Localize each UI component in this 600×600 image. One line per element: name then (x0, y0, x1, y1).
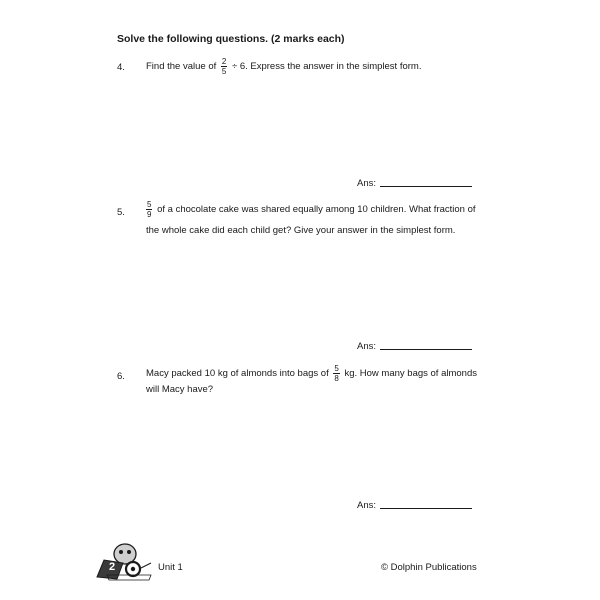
question-6-post: kg. How many bags of almonds (344, 368, 477, 380)
question-6-answer-line[interactable] (380, 508, 472, 509)
fraction-numerator: 5 (334, 364, 339, 373)
fraction-denominator: 9 (147, 210, 152, 219)
question-5-answer-label: Ans: (357, 341, 377, 352)
fraction-numerator: 5 (147, 200, 152, 209)
mascot-illustration (95, 541, 157, 581)
question-6-line2: will Macy have? (146, 384, 214, 395)
fraction-denominator: 5 (221, 67, 227, 76)
question-6-fraction (333, 364, 339, 383)
copyright-text: © Dolphin Publications (381, 562, 477, 573)
page-number: 2 (109, 561, 116, 573)
mascot-icon (95, 541, 157, 581)
question-5-number: 5. (117, 207, 125, 218)
section-heading: Solve the following questions. (2 marks each) (117, 33, 345, 45)
question-4-answer-label: Ans: (357, 178, 377, 189)
question-4-number: 4. (117, 62, 125, 73)
question-4-post: ÷ 6. Express the answer in the simplest form. (231, 61, 422, 73)
question-5-line2: the whole cake did each child get? Give your answer in the simplest form. (146, 225, 456, 236)
unit-label: Unit 1 (158, 562, 183, 573)
question-4-pre: Find the value of (146, 61, 217, 73)
question-5-post: of a chocolate cake was shared equally among 10 children. What fraction of (157, 204, 476, 216)
question-6-number: 6. (117, 371, 125, 382)
question-5-line1 (144, 200, 476, 220)
question-6-pre: Macy packed 10 kg of almonds into bags of (146, 368, 329, 380)
fraction-numerator: 2 (221, 57, 227, 66)
question-5-answer-line[interactable] (380, 349, 472, 350)
question-6-answer-label: Ans: (357, 500, 377, 511)
fraction-denominator: 8 (334, 374, 339, 383)
question-5-fraction (146, 200, 152, 219)
question-4-fraction (221, 57, 227, 76)
question-4-answer-line[interactable] (380, 186, 472, 187)
question-4-text (146, 57, 421, 77)
